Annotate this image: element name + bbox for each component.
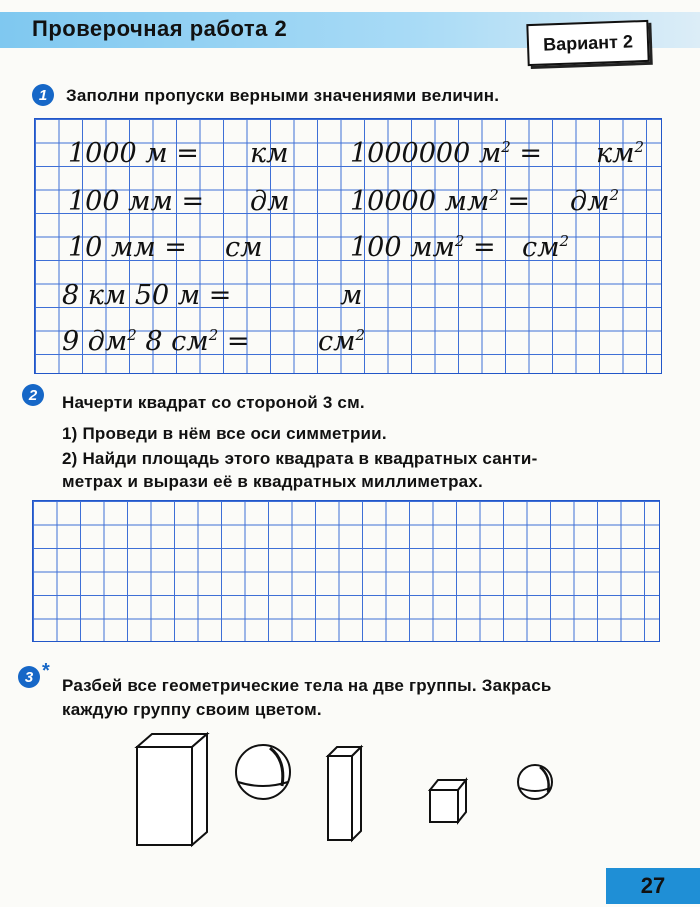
page-number-tab bbox=[606, 868, 700, 904]
task1-row4-left: 8 км 50 м = bbox=[62, 280, 232, 311]
task2-drawing-grid[interactable] bbox=[32, 500, 660, 642]
task1-row3-left: 10 мм = bbox=[68, 232, 187, 263]
task1-row1-right-unit: $км^2$ bbox=[596, 138, 645, 169]
task1-row5-right-unit: $см^2$ bbox=[318, 326, 366, 357]
task2-step2-line2: метрах и вырази её в квадратных миллиметрах. bbox=[62, 472, 483, 491]
task3-line2: каждую группу своим цветом. bbox=[62, 700, 322, 719]
task2-step1: 1) Проведи в нём все оси симметрии. bbox=[62, 424, 387, 443]
task1-row2-left: 100 мм = bbox=[68, 186, 205, 217]
task1-row3-right: 100 $мм^2$ = bbox=[350, 232, 496, 263]
sphere-shape[interactable] bbox=[236, 745, 290, 799]
task1-row2-right-unit: $дм^2$ bbox=[570, 186, 620, 217]
task1-number: 1 bbox=[38, 86, 48, 104]
task2-number-badge bbox=[22, 384, 44, 406]
variant-badge bbox=[526, 20, 649, 66]
task2-instruction: Начерти квадрат со стороной 3 см. bbox=[62, 393, 365, 412]
variant-label: Вариант 2 bbox=[542, 30, 634, 55]
page-title: Проверочная работа 2 bbox=[32, 16, 288, 41]
task1-row3-right-unit: $см^2$ bbox=[522, 232, 570, 263]
task1-row1-right: 1000000 $м^2$ = bbox=[350, 138, 542, 169]
task1-row1-left: 1000 м = bbox=[68, 138, 199, 169]
task1-row2-left-unit: дм bbox=[250, 186, 290, 217]
task1-row1-left-unit: км bbox=[250, 138, 289, 169]
task3-line1: Разбей все геометрические тела на две группы. Закрась bbox=[62, 676, 552, 695]
tall-box-shape[interactable] bbox=[137, 734, 207, 845]
task3-number: 3 bbox=[24, 668, 34, 686]
geometric-shapes bbox=[120, 730, 640, 860]
task3-number-badge bbox=[18, 666, 40, 688]
task2-number: 2 bbox=[28, 386, 38, 404]
task3-star: * bbox=[42, 660, 50, 682]
small-sphere-shape[interactable] bbox=[518, 765, 552, 799]
page-number: 27 bbox=[640, 873, 666, 898]
cube-shape[interactable] bbox=[430, 780, 466, 822]
tall-prism-shape[interactable] bbox=[328, 747, 361, 840]
task1-instruction: Заполни пропуски верными значениями величин. bbox=[66, 86, 500, 105]
task1-number-badge bbox=[32, 84, 54, 106]
task1-row3-left-unit: см bbox=[225, 232, 263, 263]
task1-row4-right-unit: м bbox=[340, 280, 363, 311]
task2-step2-line1: 2) Найди площадь этого квадрата в квадратных санти- bbox=[62, 449, 538, 468]
task1-row5-left: 9 $дм^2$ 8 $см^2$ = bbox=[62, 326, 250, 357]
task1-row2-right: 10000 $мм^2$ = bbox=[350, 186, 531, 217]
